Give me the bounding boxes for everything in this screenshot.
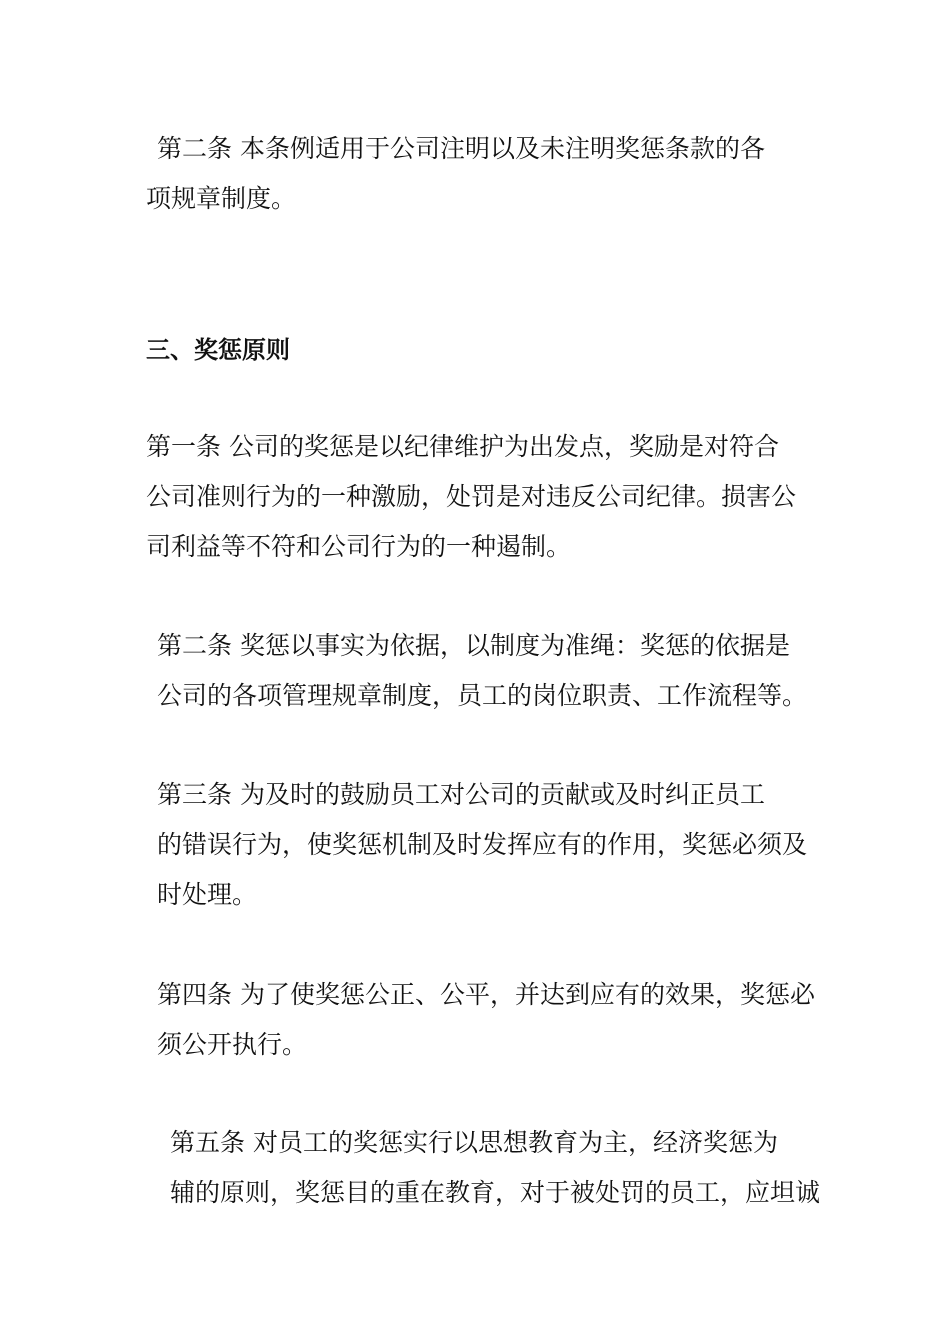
text-line: 项规章制度。: [146, 184, 297, 213]
article-3-timeliness: [157, 770, 807, 920]
text-line: 辅的原则，奖惩目的重在教育，对于被处罚的员工，应坦诚: [170, 1178, 821, 1207]
text-line: 第一条 公司的奖惩是以纪律维护为出发点，奖励是对符合: [146, 432, 779, 461]
article-5-education: [170, 1118, 820, 1218]
text-line: 公司准则行为的一种激励，处罚是对违反公司纪律。损害公: [146, 482, 797, 511]
text-line: 公司的各项管理规章制度，员工的岗位职责、工作流程等。: [157, 681, 808, 710]
article-2-scope: [146, 124, 765, 224]
section-heading: 三、奖惩原则: [146, 336, 290, 364]
article-1-principle: [146, 422, 796, 572]
text-line: 司利益等不符和公司行为的一种遏制。: [146, 532, 572, 561]
article-4-fairness: [157, 970, 815, 1070]
text-line: 的错误行为，使奖惩机制及时发挥应有的作用，奖惩必须及: [157, 830, 808, 859]
article-2-basis: [157, 621, 807, 721]
text-line: 第三条 为及时的鼓励员工对公司的贡献或及时纠正员工: [157, 780, 765, 809]
text-line: 第二条 奖惩以事实为依据，以制度为准绳：奖惩的依据是: [157, 631, 790, 660]
text-line: 须公开执行。: [157, 1030, 308, 1059]
text-line: 时处理。: [157, 880, 258, 909]
text-line: 第五条 对员工的奖惩实行以思想教育为主，经济奖惩为: [170, 1128, 778, 1157]
text-line: 第四条 为了使奖惩公正、公平，并达到应有的效果，奖惩必: [157, 980, 815, 1009]
text-line: 第二条 本条例适用于公司注明以及未注明奖惩条款的各: [157, 134, 765, 163]
